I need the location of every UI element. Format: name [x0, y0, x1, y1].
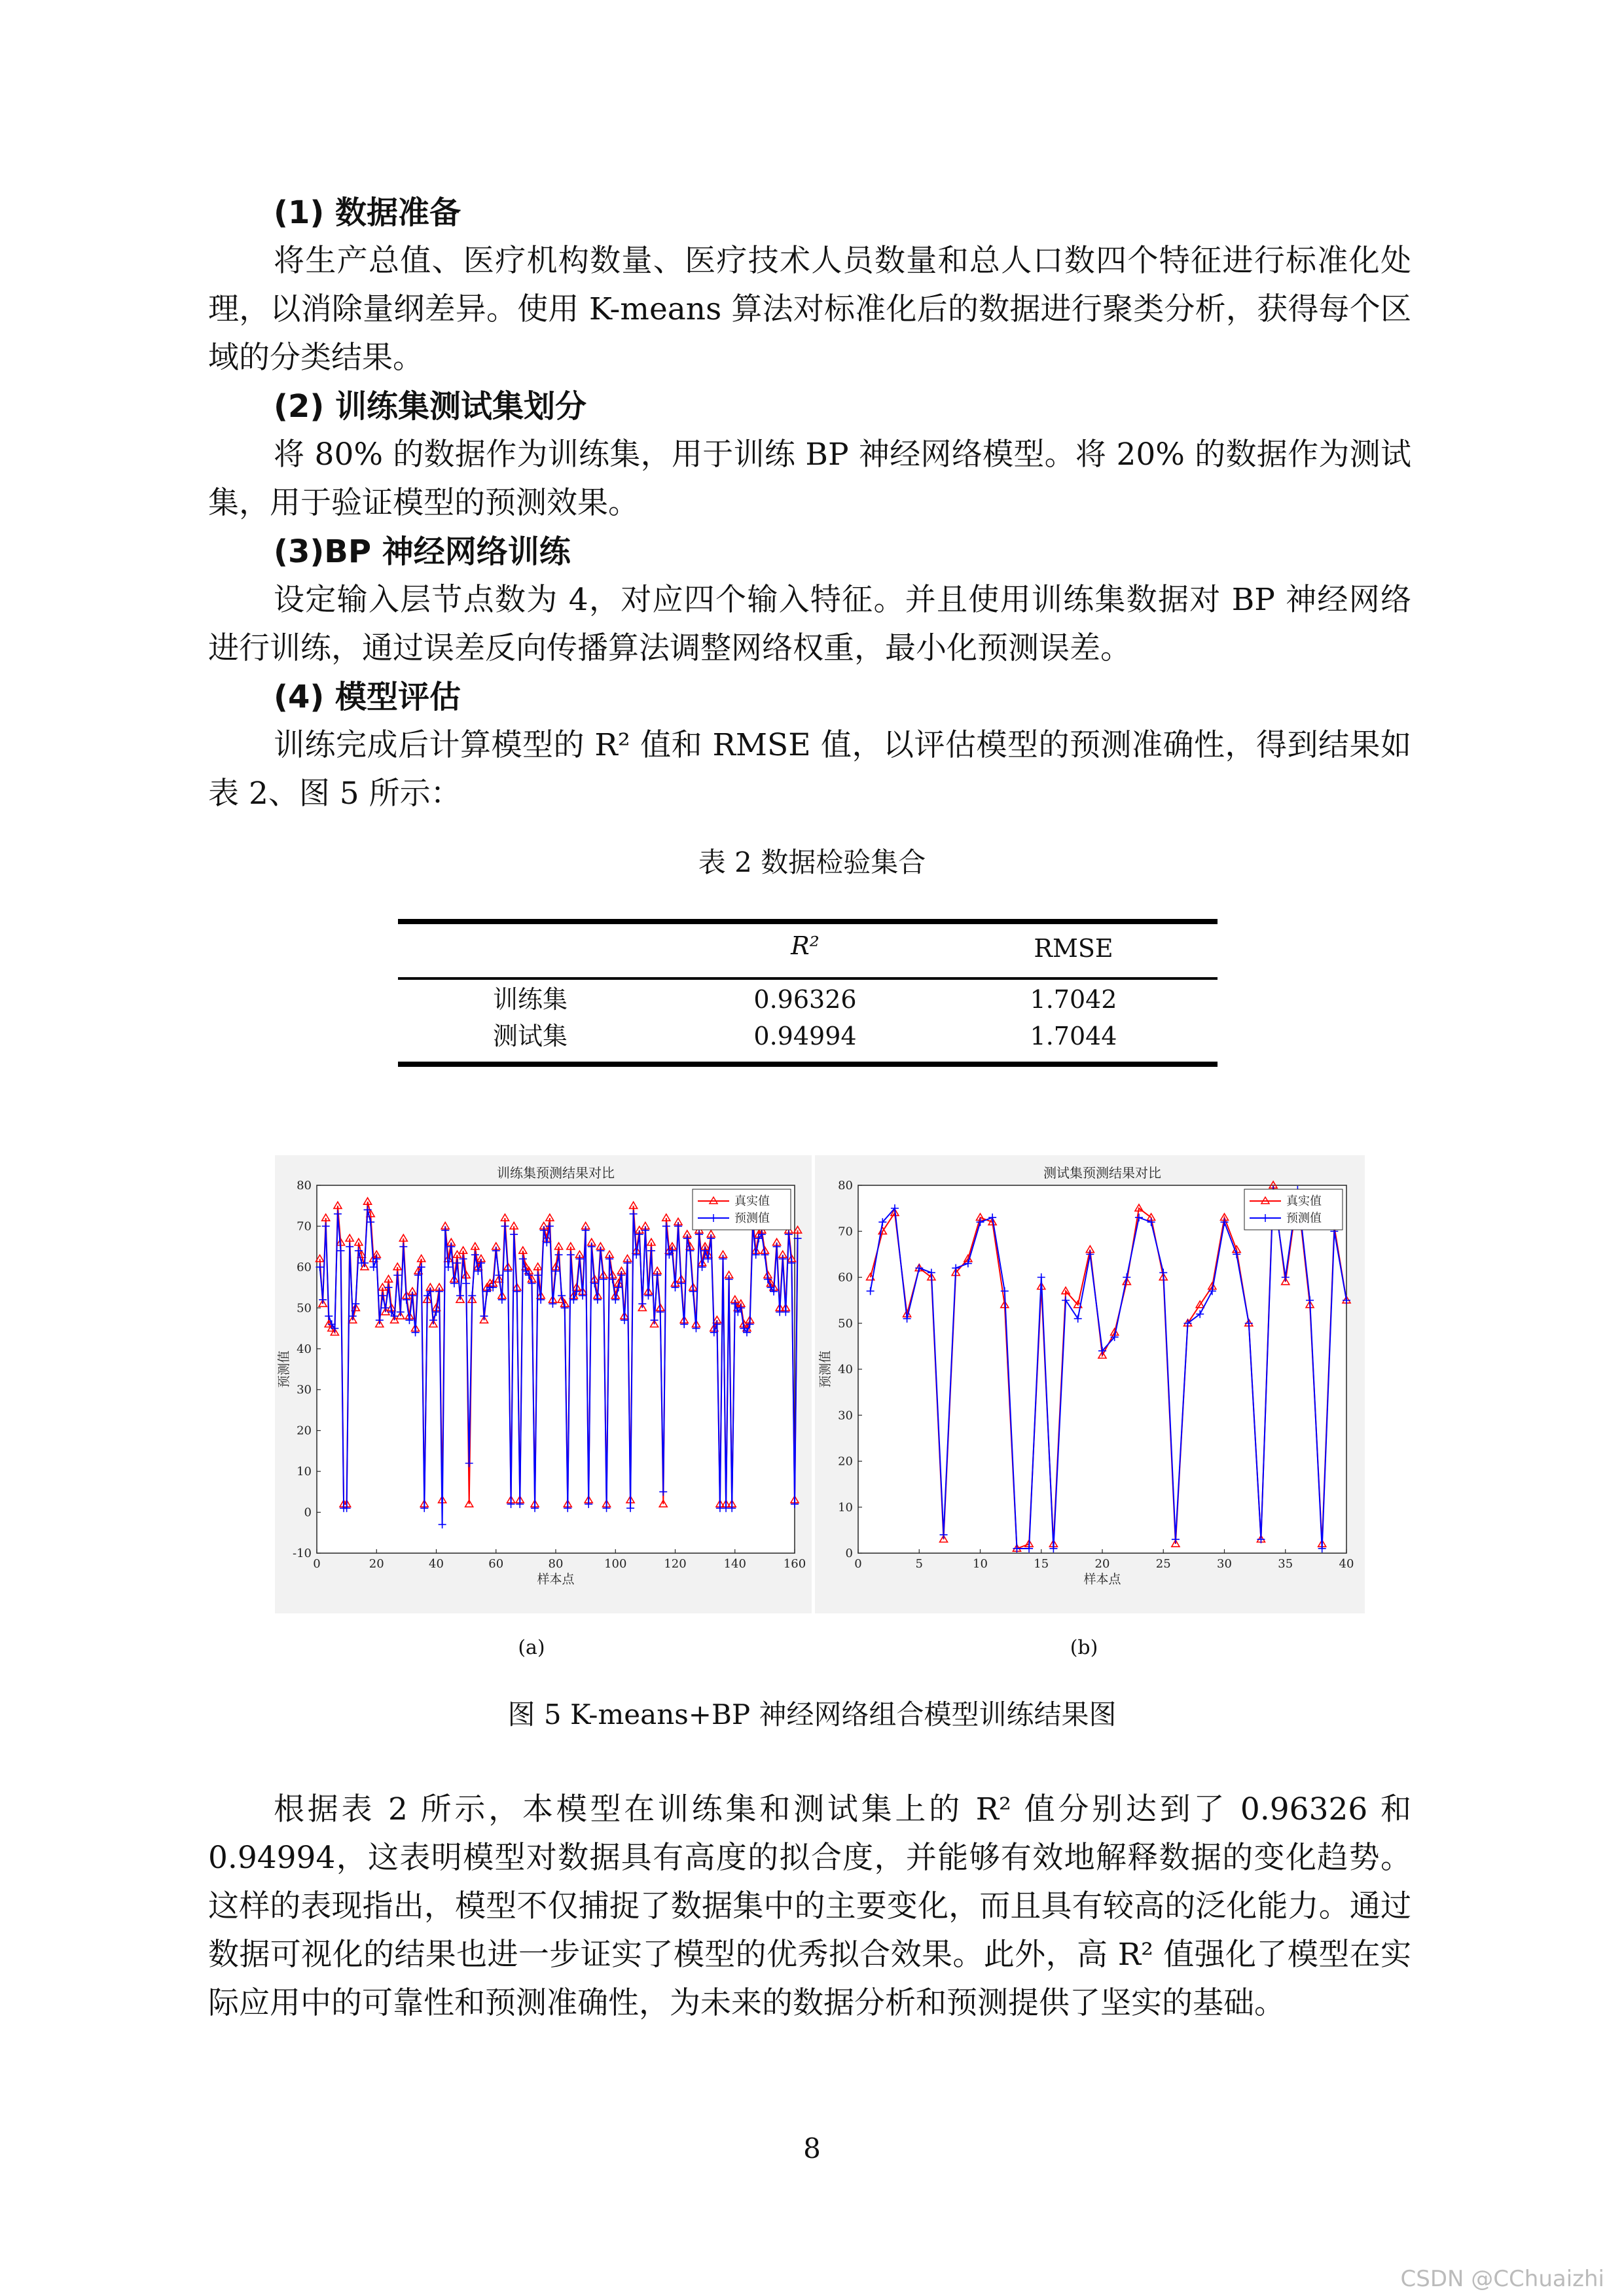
watermark: CSDN @CChuaizhi: [1400, 2266, 1604, 2292]
x-tick-label: 60: [488, 1557, 504, 1571]
x-tick-label: 40: [429, 1557, 444, 1571]
x-tick-label: 35: [1278, 1557, 1293, 1571]
testing-chart: [815, 1155, 1365, 1613]
x-tick-label: 25: [1155, 1557, 1171, 1571]
page-number: 8: [803, 2132, 821, 2164]
x-tick-label: 20: [1094, 1557, 1110, 1571]
y-tick-label: 30: [838, 1408, 853, 1423]
chart-title: 测试集预测结果对比: [1043, 1165, 1161, 1181]
y-tick-label: 70: [297, 1219, 312, 1234]
x-tick-label: 5: [915, 1557, 923, 1571]
section-heading-3: (3)BP 神经网络训练: [274, 533, 571, 570]
subfigure-label-b: (b): [1070, 1636, 1098, 1659]
y-tick-label: -10: [293, 1547, 312, 1560]
section-text-2: 将 80% 的数据作为训练集，用于训练 BP 神经网络模型。将 20% 的数据作为测试集，用于验证模型的预测效果。: [208, 437, 1411, 521]
section-heading-2: (2) 训练集测试集划分: [274, 388, 586, 425]
plot-area: [858, 1185, 1346, 1553]
y-tick-label: 10: [838, 1500, 853, 1515]
x-tick-label: 100: [604, 1557, 627, 1571]
y-tick-label: 0: [304, 1505, 312, 1520]
chart-title: 训练集预测结果对比: [497, 1165, 615, 1181]
y-axis-label: 预测值: [818, 1350, 833, 1388]
y-tick-label: 30: [297, 1383, 312, 1397]
y-tick-label: 60: [838, 1270, 853, 1285]
table-row-label: 训练集: [492, 985, 568, 1014]
section-text-4: 训练完成后计算模型的 R² 值和 RMSE 值，以评估模型的预测准确性，得到结果如表 2、图 5 所示：: [208, 727, 1411, 812]
section-text-3: 设定输入层节点数为 4，对应四个输入特征。并且使用训练集数据对 BP 神经网络进行训练，通过误差反向传播算法调整网络权重，最小化预测误差。: [208, 582, 1411, 666]
table-top-rule: [398, 919, 1218, 924]
plot-area: [317, 1185, 795, 1553]
table-header-rmse: RMSE: [1034, 934, 1113, 963]
y-tick-label: 20: [838, 1454, 853, 1469]
table-caption: 表 2 数据检验集合: [698, 846, 926, 878]
table-cell-rmse: 1.7044: [1030, 1022, 1117, 1050]
x-tick-label: 0: [313, 1557, 321, 1571]
legend-label: 预测值: [734, 1211, 770, 1225]
y-axis-label: 预测值: [277, 1350, 291, 1388]
x-tick-label: 0: [854, 1557, 862, 1571]
x-axis-label: 样本点: [1083, 1572, 1121, 1587]
x-tick-label: 10: [973, 1557, 988, 1571]
x-tick-label: 140: [723, 1557, 746, 1571]
x-tick-label: 80: [548, 1557, 564, 1571]
x-tick-label: 40: [1339, 1557, 1354, 1571]
x-axis-label: 样本点: [537, 1572, 575, 1587]
figure-caption: 图 5 K-means+BP 神经网络组合模型训练结果图: [507, 1698, 1117, 1731]
y-tick-label: 40: [838, 1363, 853, 1376]
x-tick-label: 30: [1217, 1557, 1232, 1571]
training-chart: [275, 1155, 812, 1613]
y-tick-label: 40: [297, 1342, 312, 1356]
y-tick-label: 50: [297, 1301, 312, 1316]
x-tick-label: 20: [369, 1557, 384, 1571]
legend-label: 预测值: [1286, 1211, 1322, 1225]
y-tick-label: 20: [297, 1424, 312, 1438]
section-text-1: 将生产总值、医疗机构数量、医疗技术人员数量和总人口数四个特征进行标准化处理，以消除量纲差异。使用 K-means 算法对标准化后的数据进行聚类分析，获得每个区域的分类结果。: [208, 243, 1411, 376]
table-cell-r2: 0.94994: [753, 1022, 857, 1050]
subfigure-label-a: (a): [518, 1636, 545, 1659]
section-heading-1: (1) 数据准备: [274, 194, 461, 231]
y-tick-label: 80: [297, 1179, 312, 1193]
legend-label: 真实值: [1286, 1194, 1322, 1208]
x-tick-label: 160: [783, 1557, 806, 1571]
y-tick-label: 10: [297, 1465, 312, 1479]
section-heading-4: (4) 模型评估: [274, 679, 461, 715]
y-tick-label: 80: [838, 1179, 853, 1193]
y-tick-label: 70: [838, 1225, 853, 1239]
x-tick-label: 15: [1034, 1557, 1049, 1571]
x-tick-label: 120: [664, 1557, 687, 1571]
legend-label: 真实值: [734, 1194, 770, 1208]
y-tick-label: 0: [845, 1547, 853, 1560]
table-mid-rule: [398, 977, 1218, 980]
table-cell-r2: 0.96326: [753, 985, 857, 1014]
table-cell-rmse: 1.7042: [1030, 985, 1117, 1014]
y-tick-label: 50: [838, 1316, 853, 1331]
table-bottom-rule: [398, 1062, 1218, 1067]
y-tick-label: 60: [297, 1260, 312, 1274]
table-row-label: 测试集: [492, 1022, 568, 1050]
table-header-r2: R²: [791, 931, 820, 960]
conclusion-text: 根据表 2 所示，本模型在训练集和测试集上的 R² 值分别达到了 0.96326 和 0.94994，这表明模型对数据具有高度的拟合度，并能够有效地解释数据的变化趋势。这样的表现指出，模型不仅捕捉了数据集中的主要变化，而且具有较高的泛化能力。通过数据可视化的结果也进一步证实了模型的优秀拟合效果。此外，高 R² 值强化了模型在实际应用中的可靠性和预测准确性，为未来的数据分析和预测提供了坚实的基础。: [208, 1791, 1411, 2021]
